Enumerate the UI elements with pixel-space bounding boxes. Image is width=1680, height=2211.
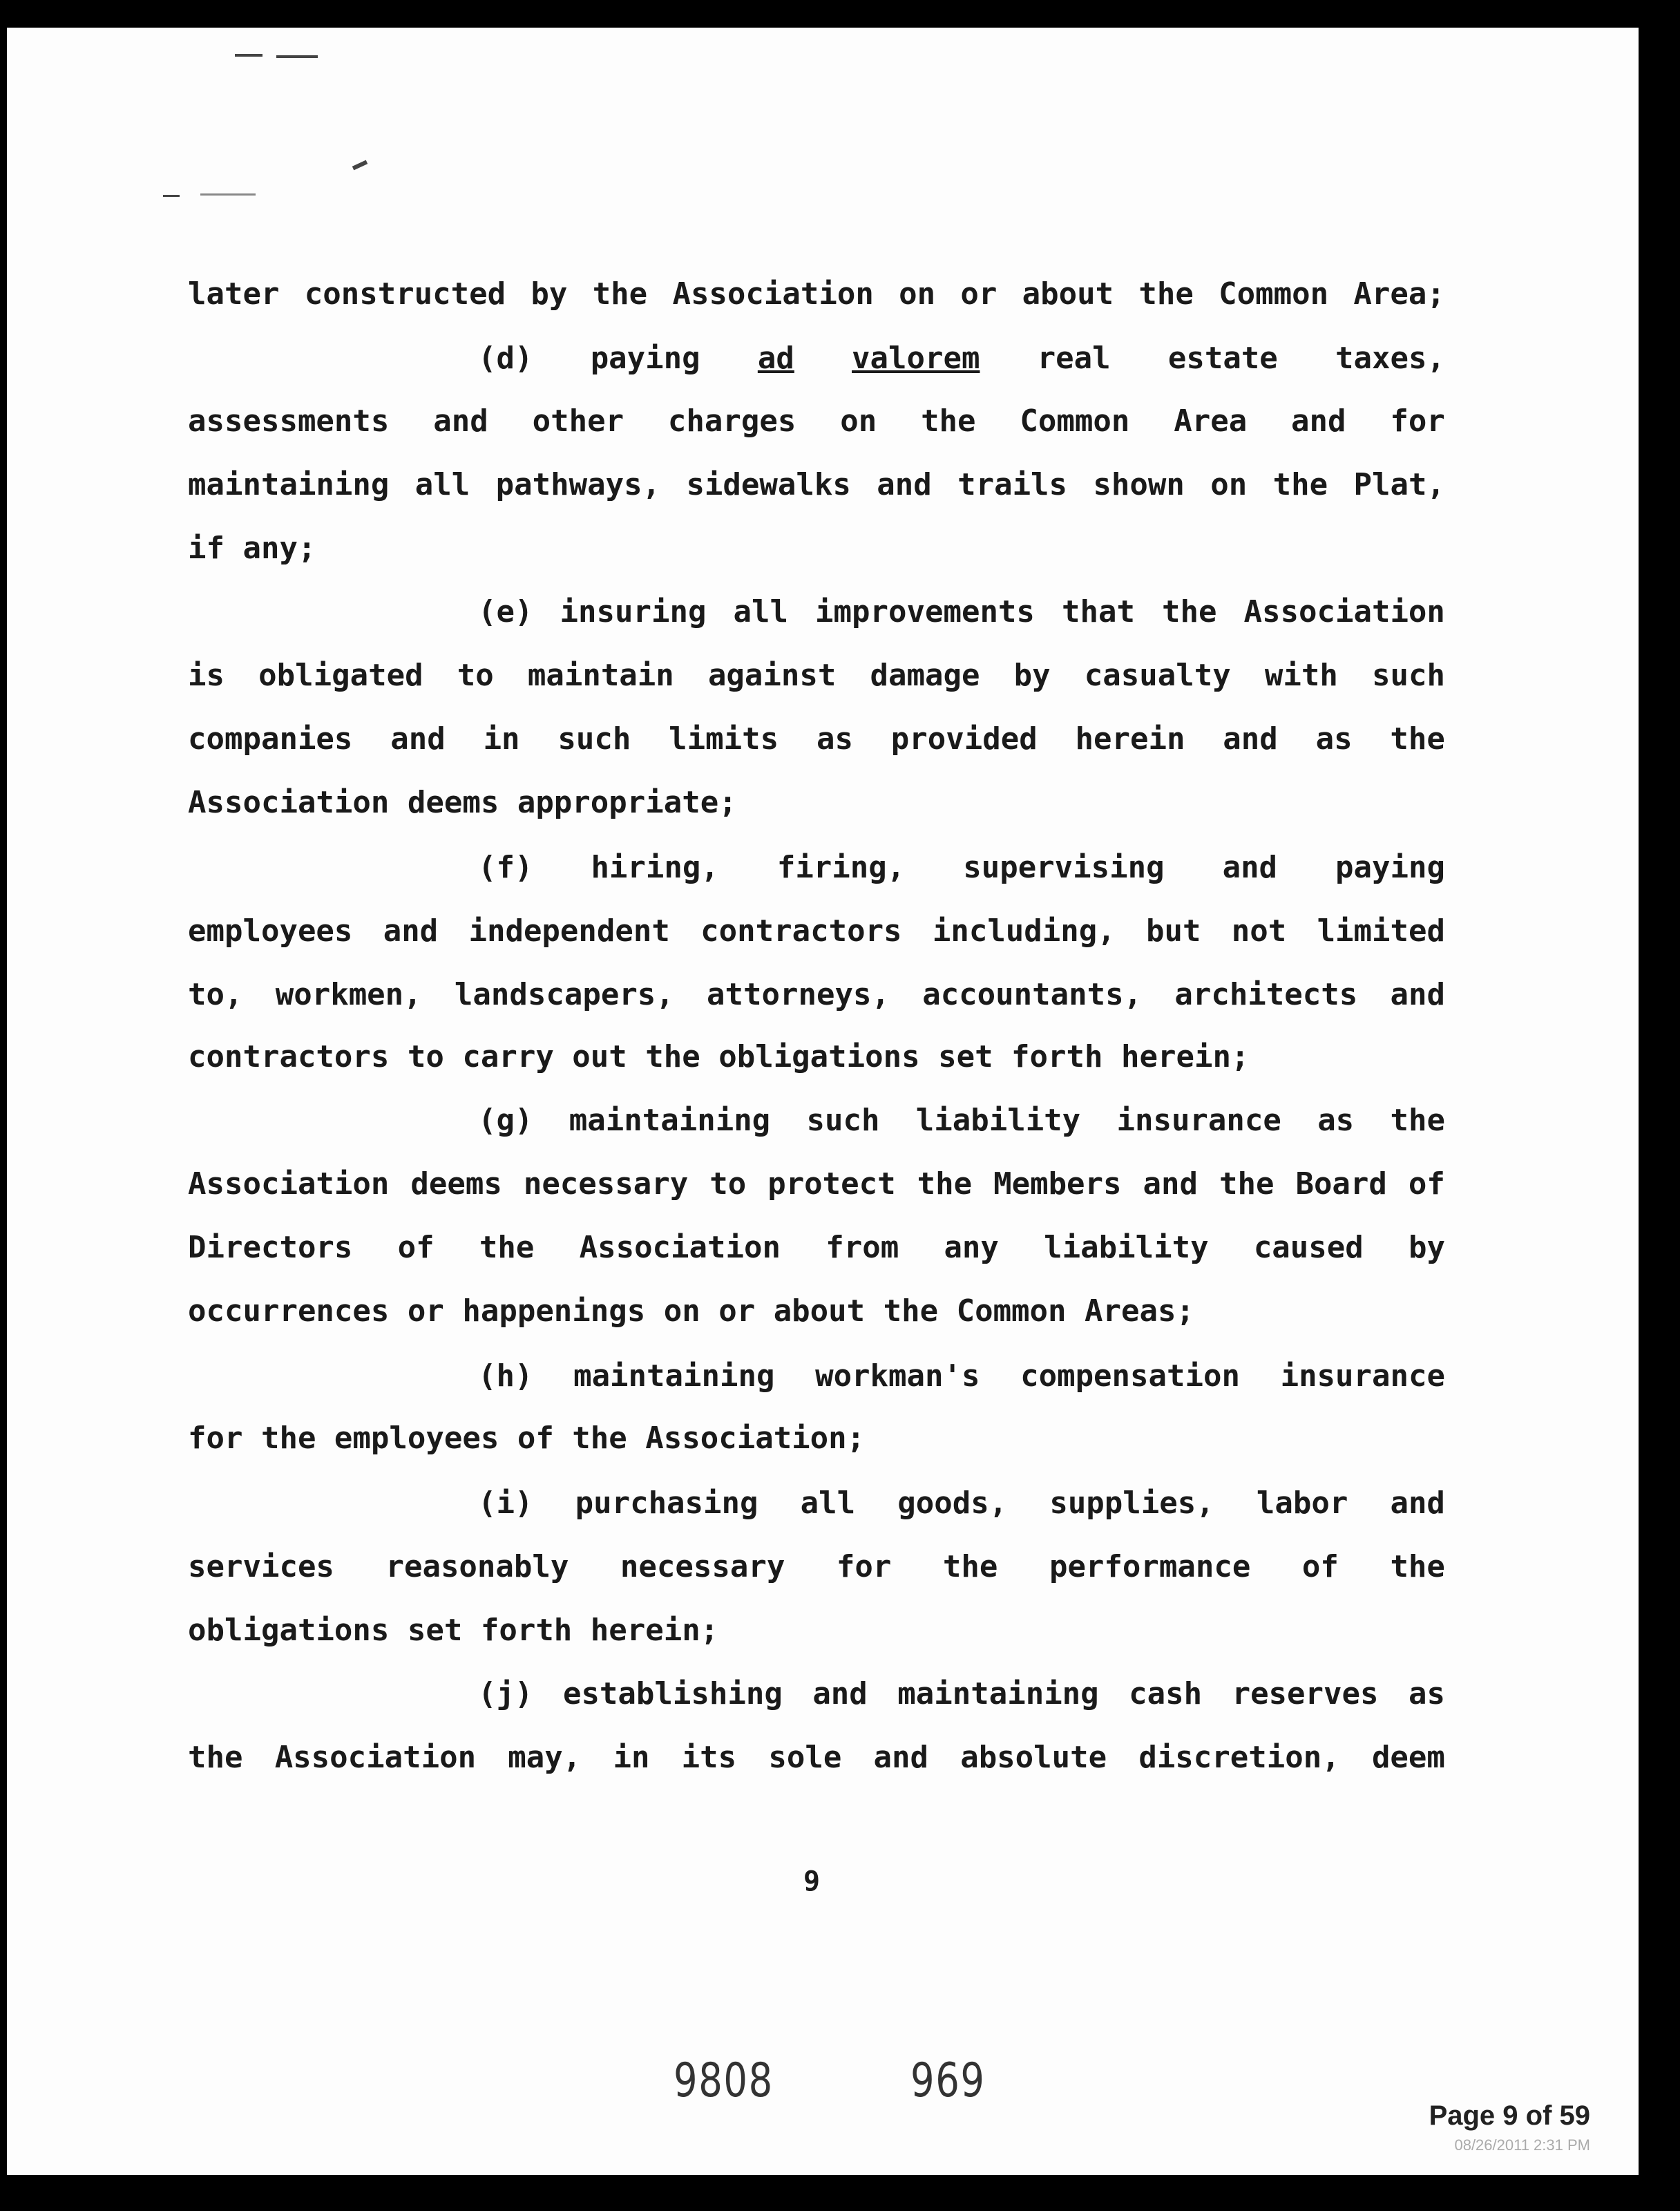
word: by	[531, 276, 568, 312]
word: companies	[188, 721, 353, 757]
text-line	[188, 467, 1445, 502]
word: all	[733, 594, 788, 629]
word: Common	[1020, 404, 1130, 439]
word: about	[1022, 276, 1114, 312]
word: Members	[993, 1166, 1122, 1202]
word: sole	[768, 1740, 842, 1775]
word: and	[812, 1676, 868, 1711]
word: the	[1161, 594, 1217, 629]
word: in	[483, 721, 520, 757]
word: charges	[667, 404, 796, 439]
recording-stamp-page: 969	[910, 2053, 986, 2108]
item-d-word: paying	[590, 341, 700, 376]
word: the	[1390, 1549, 1445, 1584]
word: pathways,	[495, 467, 661, 502]
word: and	[1223, 721, 1278, 757]
word: (i)	[478, 1486, 533, 1521]
word: liability	[915, 1103, 1081, 1138]
word: for	[1390, 404, 1445, 439]
word: independent	[468, 913, 670, 949]
word: insurance	[1116, 1103, 1281, 1138]
word: the	[1138, 276, 1194, 312]
word: but	[1146, 913, 1201, 949]
word: hiring,	[591, 850, 719, 885]
word: including,	[932, 913, 1116, 949]
text-line: if any;	[188, 531, 316, 566]
word: the	[1272, 467, 1328, 502]
word: the	[917, 1166, 973, 1202]
word: limits	[669, 721, 779, 757]
word: protect	[767, 1166, 896, 1202]
item-d-underlined-word: ad	[757, 341, 794, 376]
word: architects	[1174, 977, 1358, 1012]
scan-border-top	[0, 0, 1680, 28]
page-of-label: Page 9 of 59	[1429, 2100, 1590, 2131]
word: the	[1219, 1166, 1275, 1202]
word: Association	[188, 1166, 390, 1202]
text-line	[188, 276, 1445, 312]
word: and	[433, 404, 488, 439]
text-line	[478, 1358, 1445, 1394]
word: Plat,	[1353, 467, 1445, 502]
word: constructed	[304, 276, 506, 312]
word: landscapers,	[454, 977, 674, 1012]
word: the	[1390, 721, 1445, 757]
text-line	[188, 977, 1445, 1012]
text-line	[478, 850, 1445, 885]
word: absolute	[960, 1740, 1107, 1775]
word: by	[1013, 658, 1051, 693]
page-number: 9	[803, 1866, 821, 1897]
word: may,	[508, 1740, 582, 1775]
word: not	[1231, 913, 1287, 949]
word: maintaining	[569, 1103, 771, 1138]
word: damage	[870, 658, 980, 693]
word: discretion,	[1138, 1740, 1340, 1775]
word: deem	[1371, 1740, 1445, 1775]
word: cash	[1129, 1676, 1203, 1711]
word: (e)	[478, 594, 533, 629]
text-line	[188, 1740, 1445, 1775]
word: and	[1291, 404, 1346, 439]
word: trails	[957, 467, 1068, 502]
text-line: contractors to carry out the obligations set forth herein;	[188, 1039, 1250, 1074]
word: supplies,	[1049, 1486, 1214, 1521]
word: limited	[1317, 913, 1445, 949]
word: and	[1143, 1166, 1198, 1202]
scan-speck	[163, 195, 180, 197]
word: maintain	[527, 658, 674, 693]
word: and	[1390, 1486, 1445, 1521]
text-line: Association deems appropriate;	[188, 785, 737, 820]
word: deems	[410, 1166, 502, 1202]
word: such	[1371, 658, 1445, 693]
word: herein	[1075, 721, 1185, 757]
word: liability	[1044, 1230, 1209, 1265]
word: and	[1390, 977, 1445, 1012]
word: other	[532, 404, 624, 439]
word: such	[557, 721, 631, 757]
word: insurance	[1280, 1358, 1445, 1394]
word: maintaining	[897, 1676, 1099, 1711]
word: goods,	[897, 1486, 1008, 1521]
word: that	[1061, 594, 1135, 629]
word: sidewalks	[686, 467, 851, 502]
word: attorneys,	[707, 977, 890, 1012]
word: Directors	[188, 1230, 353, 1265]
word: contractors	[700, 913, 902, 949]
text-line	[188, 721, 1445, 757]
word: as	[1315, 721, 1353, 757]
word: Association	[579, 1230, 781, 1265]
word: to,	[188, 977, 243, 1012]
word: of	[1301, 1549, 1339, 1584]
scan-speck	[235, 54, 262, 57]
text-line	[478, 1676, 1445, 1711]
word: Association	[672, 276, 874, 312]
word: (g)	[478, 1103, 533, 1138]
word: on	[1210, 467, 1248, 502]
scan-border-right	[1639, 0, 1680, 2211]
word: obligated	[258, 658, 423, 693]
word: as	[816, 721, 853, 757]
word: or	[960, 276, 998, 312]
word: paying	[1335, 850, 1445, 885]
word: and	[873, 1740, 928, 1775]
word: against	[707, 658, 837, 693]
word: necessary	[523, 1166, 689, 1202]
text-line	[478, 1486, 1445, 1521]
word: casualty	[1084, 658, 1231, 693]
word: on	[899, 276, 936, 312]
word: such	[806, 1103, 880, 1138]
word: later	[188, 276, 280, 312]
text-line	[188, 1166, 1445, 1202]
scan-speck	[276, 55, 318, 58]
word: supervising	[963, 850, 1165, 885]
text-line	[188, 1230, 1445, 1265]
scan-border-bottom	[0, 2175, 1680, 2211]
word: employees	[188, 913, 353, 949]
word: the	[921, 404, 976, 439]
text-line: obligations set forth herein;	[188, 1613, 719, 1648]
word: performance	[1049, 1549, 1251, 1584]
word: establishing	[562, 1676, 783, 1711]
word: in	[613, 1740, 650, 1775]
word: reserves	[1232, 1676, 1379, 1711]
word: as	[1408, 1676, 1445, 1711]
word: Board	[1295, 1166, 1387, 1202]
word: with	[1264, 658, 1338, 693]
word: shown	[1093, 467, 1185, 502]
word: all	[414, 467, 470, 502]
word: to	[457, 658, 494, 693]
word: and	[877, 467, 932, 502]
word: (h)	[478, 1358, 533, 1394]
item-d-underlined-word: valorem	[852, 341, 980, 376]
text-line	[188, 404, 1445, 439]
scan-speck	[352, 160, 368, 171]
word: workmen,	[275, 977, 422, 1012]
recording-stamp-book: 9808	[674, 2053, 774, 2108]
scan-speck	[200, 193, 256, 196]
item-d-word: estate	[1167, 341, 1278, 376]
text-line: for the employees of the Association;	[188, 1421, 866, 1456]
word: Common	[1219, 276, 1329, 312]
word: (f)	[478, 850, 533, 885]
item-d-line	[478, 341, 1445, 376]
word: any	[944, 1230, 999, 1265]
word: the	[1390, 1103, 1445, 1138]
word: the	[479, 1230, 535, 1265]
text-line	[188, 658, 1445, 693]
word: (j)	[478, 1676, 533, 1711]
word: compensation	[1020, 1358, 1240, 1394]
text-line: occurrences or happenings on or about the Common Areas;	[188, 1293, 1194, 1329]
word: labor	[1256, 1486, 1348, 1521]
word: Association	[274, 1740, 477, 1775]
word: insuring	[560, 594, 707, 629]
word: of	[397, 1230, 435, 1265]
word: maintaining	[188, 467, 390, 502]
word: the	[592, 276, 648, 312]
word: on	[840, 404, 877, 439]
word: by	[1409, 1230, 1445, 1265]
word: caused	[1253, 1230, 1364, 1265]
word: provided	[890, 721, 1038, 757]
text-line	[188, 913, 1445, 949]
word: Area	[1174, 404, 1248, 439]
item-d-word: taxes,	[1335, 341, 1445, 376]
item-d-label: (d)	[478, 341, 533, 376]
word: assessments	[188, 404, 390, 439]
word: its	[681, 1740, 737, 1775]
text-line	[478, 594, 1445, 629]
word: and	[390, 721, 446, 757]
word: from	[825, 1230, 899, 1265]
word: as	[1317, 1103, 1355, 1138]
text-line	[478, 1103, 1445, 1138]
word: of	[1408, 1166, 1445, 1202]
word: all	[800, 1486, 856, 1521]
word: Association	[1243, 594, 1445, 629]
word: maintaining	[573, 1358, 775, 1394]
item-d-word: real	[1037, 341, 1111, 376]
text-line	[188, 1549, 1445, 1584]
word: workman's	[815, 1358, 980, 1394]
word: necessary	[620, 1549, 785, 1584]
word: and	[1222, 850, 1278, 885]
word: services	[188, 1549, 334, 1584]
word: firing,	[776, 850, 906, 885]
word: the	[188, 1740, 243, 1775]
word: accountants,	[922, 977, 1143, 1012]
word: is	[188, 658, 225, 693]
word: purchasing	[575, 1486, 758, 1521]
print-timestamp: 08/26/2011 2:31 PM	[1454, 2136, 1590, 2154]
word: to	[709, 1166, 747, 1202]
word: the	[942, 1549, 998, 1584]
word: for	[836, 1549, 892, 1584]
word: reasonably	[385, 1549, 569, 1584]
word: and	[383, 913, 439, 949]
word: improvements	[815, 594, 1035, 629]
word: Area;	[1353, 276, 1445, 312]
